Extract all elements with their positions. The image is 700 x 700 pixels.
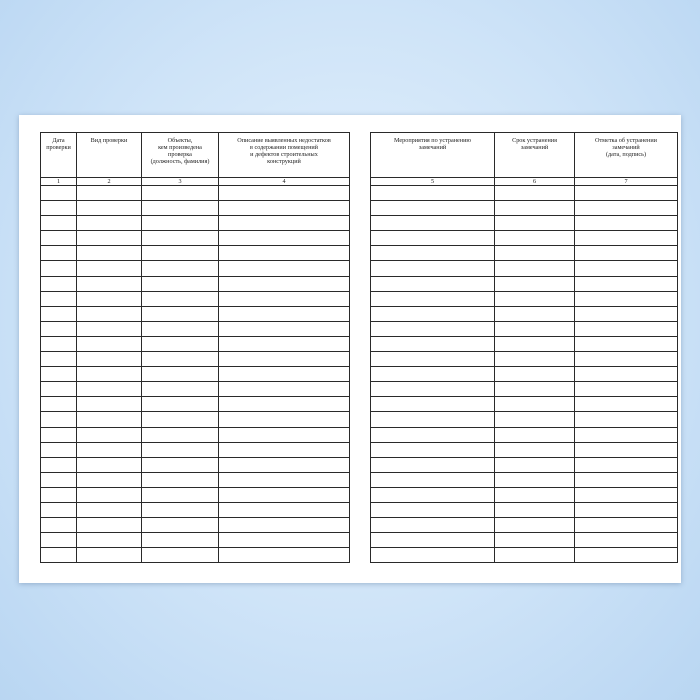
table-cell: [219, 382, 350, 397]
table-cell: [495, 216, 575, 231]
column-number: 3: [142, 178, 219, 186]
table-cell: [371, 186, 495, 201]
table-cell: [219, 487, 350, 502]
table-cell: [41, 201, 77, 216]
table-row: [41, 306, 350, 321]
table-cell: [495, 231, 575, 246]
table-cell: [219, 336, 350, 351]
table-cell: [219, 427, 350, 442]
table-cell: [41, 518, 77, 533]
column-number-row: [41, 178, 350, 186]
table-cell: [495, 186, 575, 201]
table-row: [41, 518, 350, 533]
table-cell: [142, 321, 219, 336]
left-page-table: [40, 132, 350, 563]
table-cell: [575, 367, 678, 382]
table-row: [371, 321, 678, 336]
table-cell: [575, 382, 678, 397]
table-cell: [495, 246, 575, 261]
table-cell: [575, 487, 678, 502]
table-cell: [77, 382, 142, 397]
right-page-table: [370, 132, 678, 563]
table-cell: [371, 412, 495, 427]
table-cell: [219, 533, 350, 548]
table-cell: [495, 472, 575, 487]
table-cell: [219, 548, 350, 563]
table-row: [41, 291, 350, 306]
table-cell: [77, 231, 142, 246]
table-row: [371, 216, 678, 231]
table-cell: [219, 231, 350, 246]
table-cell: [41, 427, 77, 442]
table-row: [41, 502, 350, 517]
table-row: [371, 412, 678, 427]
table-cell: [371, 276, 495, 291]
table-cell: [495, 397, 575, 412]
table-row: [371, 518, 678, 533]
table-cell: [142, 502, 219, 517]
table-cell: [495, 518, 575, 533]
table-cell: [495, 442, 575, 457]
table-row: [371, 336, 678, 351]
table-row: [41, 472, 350, 487]
table-cell: [77, 472, 142, 487]
table-row: [371, 276, 678, 291]
table-row: [371, 472, 678, 487]
table-cell: [219, 246, 350, 261]
column-number-row: [371, 178, 678, 186]
table-cell: [77, 427, 142, 442]
table-cell: [371, 201, 495, 216]
table-cell: [41, 382, 77, 397]
table-cell: [219, 352, 350, 367]
column-header-measures: Мероприятия по устранению замечаний: [371, 133, 495, 178]
table-cell: [495, 201, 575, 216]
table-cell: [77, 336, 142, 351]
table-cell: [142, 442, 219, 457]
table-cell: [142, 231, 219, 246]
table-cell: [77, 321, 142, 336]
table-cell: [495, 321, 575, 336]
table-cell: [495, 336, 575, 351]
table-cell: [495, 548, 575, 563]
table-cell: [495, 502, 575, 517]
table-cell: [371, 533, 495, 548]
table-row: [41, 397, 350, 412]
table-cell: [371, 442, 495, 457]
table-cell: [371, 518, 495, 533]
table-cell: [142, 201, 219, 216]
table-cell: [77, 367, 142, 382]
table-cell: [142, 382, 219, 397]
table-row: [41, 548, 350, 563]
table-row: [41, 382, 350, 397]
table-cell: [495, 382, 575, 397]
table-cell: [41, 276, 77, 291]
table-cell: [77, 261, 142, 276]
table-cell: [495, 412, 575, 427]
table-cell: [371, 336, 495, 351]
table-cell: [41, 336, 77, 351]
table-cell: [371, 261, 495, 276]
column-number: 1: [41, 178, 77, 186]
table-cell: [41, 306, 77, 321]
column-number: 5: [371, 178, 495, 186]
table-cell: [142, 246, 219, 261]
table-cell: [371, 548, 495, 563]
table-cell: [495, 533, 575, 548]
table-cell: [142, 533, 219, 548]
table-row: [41, 367, 350, 382]
table-row: [371, 231, 678, 246]
table-cell: [575, 201, 678, 216]
table-row: [371, 487, 678, 502]
table-cell: [575, 186, 678, 201]
table-cell: [219, 457, 350, 472]
table-cell: [495, 276, 575, 291]
table-row: [41, 412, 350, 427]
table-cell: [77, 201, 142, 216]
column-number: 4: [219, 178, 350, 186]
table-cell: [142, 367, 219, 382]
column-header-completion-mark: Отметка об устранении замечаний (дата, подпись): [575, 133, 678, 178]
table-cell: [575, 291, 678, 306]
table-row: [41, 216, 350, 231]
column-header-defects: Описание выявленных недостатков в содержании помещений и дефектов строительных конструкций: [219, 133, 350, 178]
table-cell: [219, 261, 350, 276]
table-cell: [77, 246, 142, 261]
table-cell: [371, 427, 495, 442]
table-cell: [495, 367, 575, 382]
table-cell: [575, 502, 678, 517]
table-cell: [41, 548, 77, 563]
table-cell: [219, 502, 350, 517]
table-cell: [575, 261, 678, 276]
table-row: [41, 487, 350, 502]
table-row: [371, 533, 678, 548]
table-cell: [142, 397, 219, 412]
table-cell: [41, 291, 77, 306]
table-row: [371, 186, 678, 201]
column-number: 7: [575, 178, 678, 186]
table-cell: [575, 427, 678, 442]
table-cell: [41, 412, 77, 427]
table-cell: [41, 457, 77, 472]
table-cell: [142, 412, 219, 427]
column-number: 6: [495, 178, 575, 186]
table-cell: [142, 186, 219, 201]
table-row: [41, 231, 350, 246]
table-cell: [495, 487, 575, 502]
table-cell: [77, 276, 142, 291]
column-header-check-type: Вид проверки: [77, 133, 142, 178]
table-cell: [219, 216, 350, 231]
table-cell: [495, 457, 575, 472]
table-row: [371, 397, 678, 412]
table-cell: [575, 412, 678, 427]
column-header-inspector: Объекты, кем произведена проверка (должность, фамилия): [142, 133, 219, 178]
table-row: [371, 201, 678, 216]
header-row: [41, 133, 350, 178]
table-cell: [142, 276, 219, 291]
table-cell: [142, 306, 219, 321]
table-row: [371, 382, 678, 397]
table-cell: [575, 336, 678, 351]
table-cell: [142, 518, 219, 533]
table-cell: [77, 216, 142, 231]
table-cell: [77, 457, 142, 472]
table-cell: [142, 336, 219, 351]
table-cell: [219, 442, 350, 457]
table-cell: [371, 231, 495, 246]
table-row: [371, 502, 678, 517]
table-cell: [575, 518, 678, 533]
table-cell: [77, 412, 142, 427]
table-cell: [142, 427, 219, 442]
table-cell: [142, 291, 219, 306]
table-cell: [41, 231, 77, 246]
column-header-deadline: Срок устранения замечаний: [495, 133, 575, 178]
table-cell: [41, 186, 77, 201]
table-row: [371, 427, 678, 442]
table-cell: [575, 533, 678, 548]
table-cell: [219, 412, 350, 427]
table-row: [41, 321, 350, 336]
header-row: [371, 133, 678, 178]
table-row: [41, 261, 350, 276]
table-row: [371, 261, 678, 276]
table-row: [41, 352, 350, 367]
table-cell: [41, 533, 77, 548]
table-cell: [41, 487, 77, 502]
table-cell: [371, 321, 495, 336]
table-cell: [77, 397, 142, 412]
table-cell: [371, 291, 495, 306]
table-cell: [142, 487, 219, 502]
table-cell: [575, 216, 678, 231]
table-row: [41, 533, 350, 548]
table-row: [41, 427, 350, 442]
table-cell: [142, 548, 219, 563]
table-cell: [77, 518, 142, 533]
table-cell: [371, 457, 495, 472]
table-cell: [495, 352, 575, 367]
table-cell: [371, 487, 495, 502]
table-cell: [371, 306, 495, 321]
table-cell: [371, 502, 495, 517]
table-row: [41, 336, 350, 351]
table-cell: [371, 216, 495, 231]
column-header-date: Дата проверки: [41, 133, 77, 178]
table-cell: [219, 186, 350, 201]
table-cell: [77, 291, 142, 306]
table-cell: [41, 502, 77, 517]
table-cell: [41, 367, 77, 382]
table-cell: [575, 457, 678, 472]
table-row: [371, 352, 678, 367]
right-table-body: [371, 186, 678, 563]
table-cell: [575, 306, 678, 321]
table-cell: [142, 261, 219, 276]
table-cell: [219, 201, 350, 216]
table-cell: [371, 382, 495, 397]
table-row: [371, 367, 678, 382]
table-cell: [575, 352, 678, 367]
table-row: [371, 291, 678, 306]
table-cell: [575, 276, 678, 291]
table-cell: [371, 352, 495, 367]
table-cell: [77, 548, 142, 563]
table-cell: [371, 367, 495, 382]
table-row: [371, 457, 678, 472]
table-cell: [77, 533, 142, 548]
table-row: [41, 246, 350, 261]
table-cell: [219, 472, 350, 487]
table-cell: [219, 306, 350, 321]
table-cell: [142, 457, 219, 472]
left-table-body: [41, 186, 350, 563]
table-cell: [575, 231, 678, 246]
table-row: [41, 186, 350, 201]
table-cell: [219, 397, 350, 412]
table-row: [371, 306, 678, 321]
table-cell: [41, 321, 77, 336]
table-row: [41, 276, 350, 291]
table-cell: [219, 518, 350, 533]
table-cell: [77, 306, 142, 321]
table-row: [41, 457, 350, 472]
table-cell: [77, 442, 142, 457]
table-cell: [575, 442, 678, 457]
table-row: [371, 442, 678, 457]
table-cell: [575, 548, 678, 563]
table-cell: [77, 487, 142, 502]
table-row: [371, 246, 678, 261]
table-cell: [41, 472, 77, 487]
table-row: [371, 548, 678, 563]
table-cell: [371, 397, 495, 412]
table-cell: [41, 442, 77, 457]
table-cell: [219, 291, 350, 306]
table-cell: [219, 321, 350, 336]
table-cell: [77, 502, 142, 517]
table-cell: [495, 261, 575, 276]
table-cell: [495, 306, 575, 321]
column-number: 2: [77, 178, 142, 186]
table-cell: [575, 472, 678, 487]
table-cell: [142, 216, 219, 231]
table-cell: [41, 246, 77, 261]
table-cell: [219, 276, 350, 291]
table-cell: [371, 246, 495, 261]
table-cell: [41, 352, 77, 367]
table-cell: [575, 397, 678, 412]
table-cell: [41, 397, 77, 412]
table-cell: [77, 186, 142, 201]
table-cell: [219, 367, 350, 382]
journal-spread: [19, 115, 681, 583]
table-row: [41, 442, 350, 457]
table-cell: [41, 216, 77, 231]
table-cell: [77, 352, 142, 367]
table-cell: [371, 472, 495, 487]
table-row: [41, 201, 350, 216]
table-cell: [142, 352, 219, 367]
table-cell: [495, 291, 575, 306]
table-cell: [575, 246, 678, 261]
table-cell: [41, 261, 77, 276]
table-cell: [142, 472, 219, 487]
table-cell: [575, 321, 678, 336]
table-cell: [495, 427, 575, 442]
